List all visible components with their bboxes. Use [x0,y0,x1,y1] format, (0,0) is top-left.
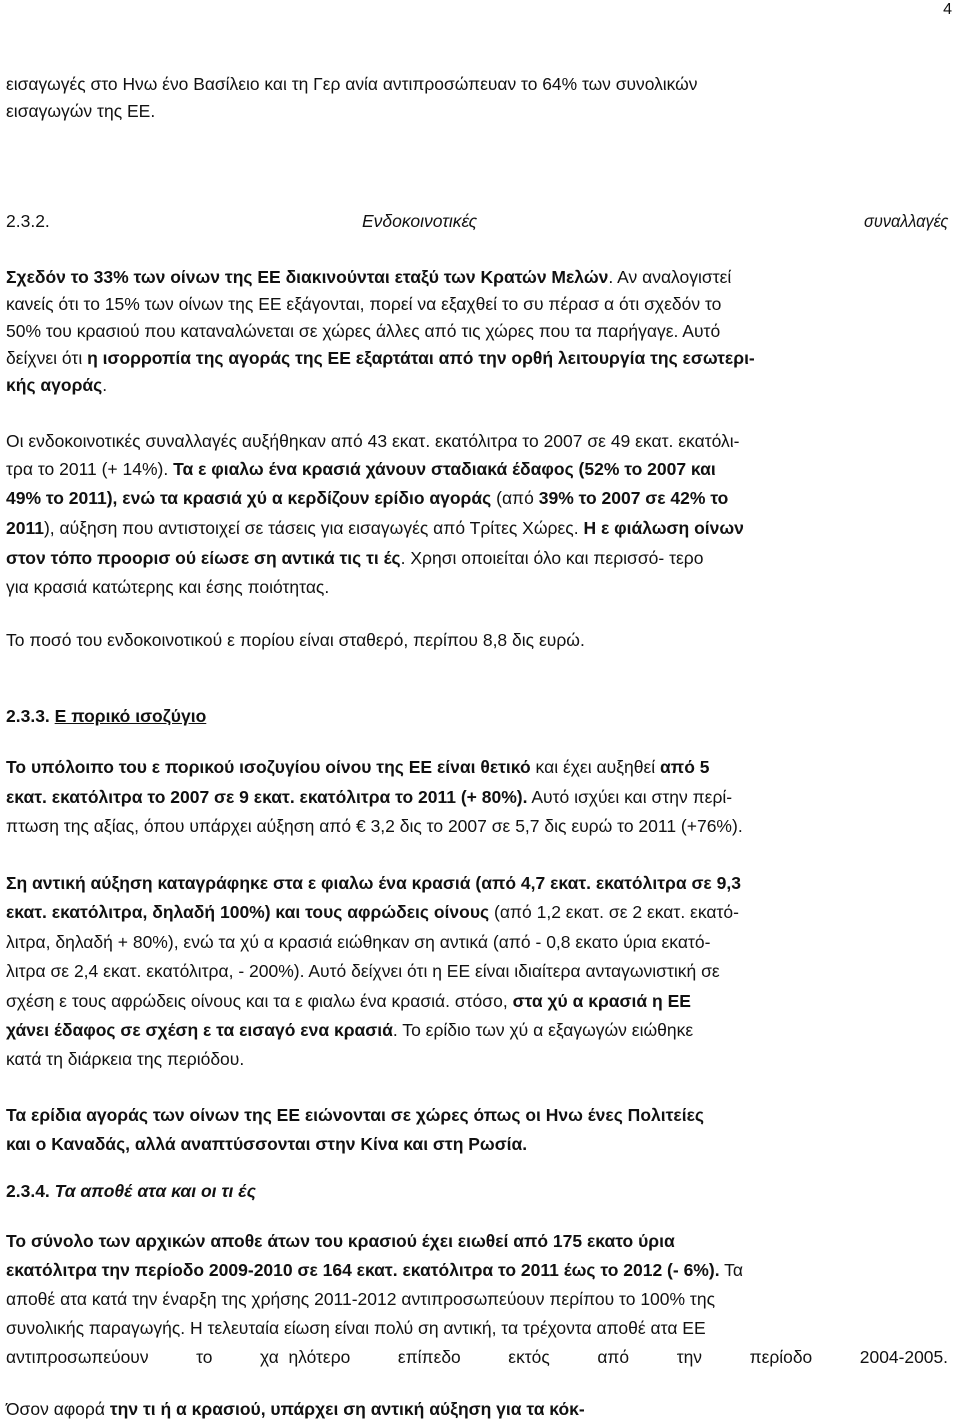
word: εκτός [508,1347,550,1367]
paragraph-6-line-5: σχέση ε τους αφρώδεις οίνους και τα ε φιαλω ένα κρασιά. στόσο, στα χύ α κρασιά η ΕΕ [6,991,691,1011]
section-2-3-2-number: 2.3.2. [6,211,50,231]
paragraph-6-line-4: λιτρα σε 2,4 εκατ. εκατόλιτρα, - 200%). Αυτό δείχνει ότι η ΕΕ είναι ιδιαίτερα ανταγωνιστική σε [6,961,720,981]
paragraph-4: Το ποσό του ενδοκοινοτικού ε πορίου είναι σταθερό, περίπου 8,8 δις ευρώ. [6,630,585,650]
word: 2004-2005. [859,1347,948,1367]
paragraph-8-line-2: εκατόλιτρα την περίοδο 2009-2010 σε 164 εκατ. εκατόλιτρα το 2011 έως το 2012 (- 6%). Τα [6,1260,743,1280]
word: χα ηλότερο [260,1347,351,1367]
paragraph-2-line-1: Σχεδόν το 33% των οίνων της ΕΕ διακινούνται εταξύ των Κρατών Μελών. Αν αναλογιστεί [6,267,732,287]
section-2-3-4-title: Τα αποθέ ατα και οι τι ές [54,1181,256,1201]
paragraph-1-line-2: εισαγωγών της ΕΕ. [6,101,156,121]
paragraph-6-line-7: κατά τη διάρκεια της περιόδου. [6,1049,245,1069]
word: από [597,1347,630,1367]
section-2-3-2-title-left: Ενδοκοινοτικές [362,211,478,231]
paragraph-7-line-1: Τα ερίδια αγοράς των οίνων της ΕΕ ειώνονται σε χώρες όπως οι Ηνω ένες Πολιτείες [6,1105,704,1125]
paragraph-2-line-2: κανείς ότι το 15% των οίνων της ΕΕ εξάγονται, πορεί να εξαχθεί το συ πέρασ α ότι σχεδόν το [6,294,722,314]
paragraph-3-line-1: Οι ενδοκοινοτικές συναλλαγές αυξήθηκαν από 43 εκατ. εκατόλιτρα το 2007 σε 49 εκατ. εκατόλι- [6,431,740,451]
paragraph-1-line-1: εισαγωγές στο Ηνω ένο Βασίλειο και τη Γερ ανία αντιπροσώπευαν το 64% των συνολικών [6,74,698,94]
paragraph-3-line-4: 2011), αύξηση που αντιστοιχεί σε τάσεις για εισαγωγές από Τρίτες Χώρες. Η ε φιάλωση οίνων [6,518,744,538]
section-2-3-3-heading: 2.3.3. Ε πορικό ισοζύγιο [6,706,207,726]
word: αντιπροσωπεύουν [6,1347,149,1367]
paragraph-2-line-3: 50% του κρασιού που καταναλώνεται σε χώρες άλλες από τις χώρες που τα παρήγαγε. Αυτό [6,321,721,341]
paragraph-5-line-3: πτωση της αξίας, όπου υπάρχει αύξηση από € 3,2 δις το 2007 σε 5,7 δις ευρώ το 2011 (+76%). [6,816,743,836]
section-2-3-3-title: Ε πορικό ισοζύγιο [54,706,207,726]
word: την [676,1347,703,1367]
word: το [196,1347,213,1367]
paragraph-3-line-6: για κρασιά κατώτερης και έσης ποιότητας. [6,577,330,597]
paragraph-8-line-3: αποθέ ατα κατά την έναρξη της χρήσης 2011-2012 αντιπροσωπεύουν περίπου το 100% της [6,1289,716,1309]
paragraph-6-line-2: εκατ. εκατόλιτρα, δηλαδή 100%) και τους αφρώδεις οίνους (από 1,2 εκατ. σε 2 εκατ. εκατό- [6,902,739,922]
paragraph-8-line-4: συνολικής παραγωγής. Η τελευταία είωση είναι πολύ ση αντική, τα τρέχοντα αποθέ ατα ΕΕ [6,1318,706,1338]
paragraph-8-line-5 [6,1346,948,1368]
paragraph-7-line-2: και ο Καναδάς, αλλά αναπτύσσονται στην Κίνα και στη Ρωσία. [6,1134,528,1154]
word: επίπεδο [397,1347,461,1367]
paragraph-5-line-1: Το υπόλοιπο του ε πορικού ισοζυγίου οίνου της ΕΕ είναι θετικό και έχει αυξηθεί από 5 [6,757,710,777]
paragraph-2-line-5: κής αγοράς. [6,375,108,395]
paragraph-5-line-2: εκατ. εκατόλιτρα το 2007 σε 9 εκατ. εκατόλιτρα το 2011 (+ 80%). Αυτό ισχύει και στην περί- [6,787,733,807]
paragraph-3-line-2: τρα το 2011 (+ 14%). Τα ε φιαλω ένα κρασιά χάνουν σταδιακά έδαφος (52% το 2007 και [6,459,716,479]
section-2-3-2-title-right: συναλλαγές [863,211,948,231]
page-number: 4 [943,1,952,18]
paragraph-6-line-6: χάνει έδαφος σε σχέση ε τα εισαγό ενα κρασιά. Το ερίδιο των χύ α εξαγωγών ειώθηκε [6,1020,694,1040]
paragraph-3-line-3: 49% το 2011), ενώ τα κρασιά χύ α κερδίζουν ερίδιο αγοράς (από 39% το 2007 σε 42% το [6,488,729,508]
paragraph-8-line-1: Το σύνολο των αρχικών αποθε άτων του κρασιού έχει ειωθεί από 175 εκατο ύρια [6,1231,675,1251]
word: περίοδο [749,1347,813,1367]
paragraph-3-line-5: στον τόπο προορισ ού είωσε ση αντικά τις τι ές. Χρησι οποιείται όλο και περισσό- τερο [6,548,704,568]
paragraph-6-line-1: Ση αντική αύξηση καταγράφηκε στα ε φιαλω ένα κρασιά (από 4,7 εκατ. εκατόλιτρα σε 9,3 [6,873,741,893]
paragraph-2-line-4: δείχνει ότι η ισορροπία της αγοράς της ΕΕ εξαρτάται από την ορθή λειτουργία της εσωτερι- [6,348,755,368]
paragraph-6-line-3: λιτρα, δηλαδή + 80%), ενώ τα χύ α κρασιά ειώθηκαν ση αντικά (από - 0,8 εκατο ύρια εκατό- [6,932,711,952]
section-2-3-4-heading: 2.3.4. Τα αποθέ ατα και οι τι ές [6,1181,256,1201]
paragraph-9-line-1: Όσον αφορά την τι ή α κρασιού, υπάρχει ση αντική αύξηση για τα κόκ- [6,1399,585,1419]
